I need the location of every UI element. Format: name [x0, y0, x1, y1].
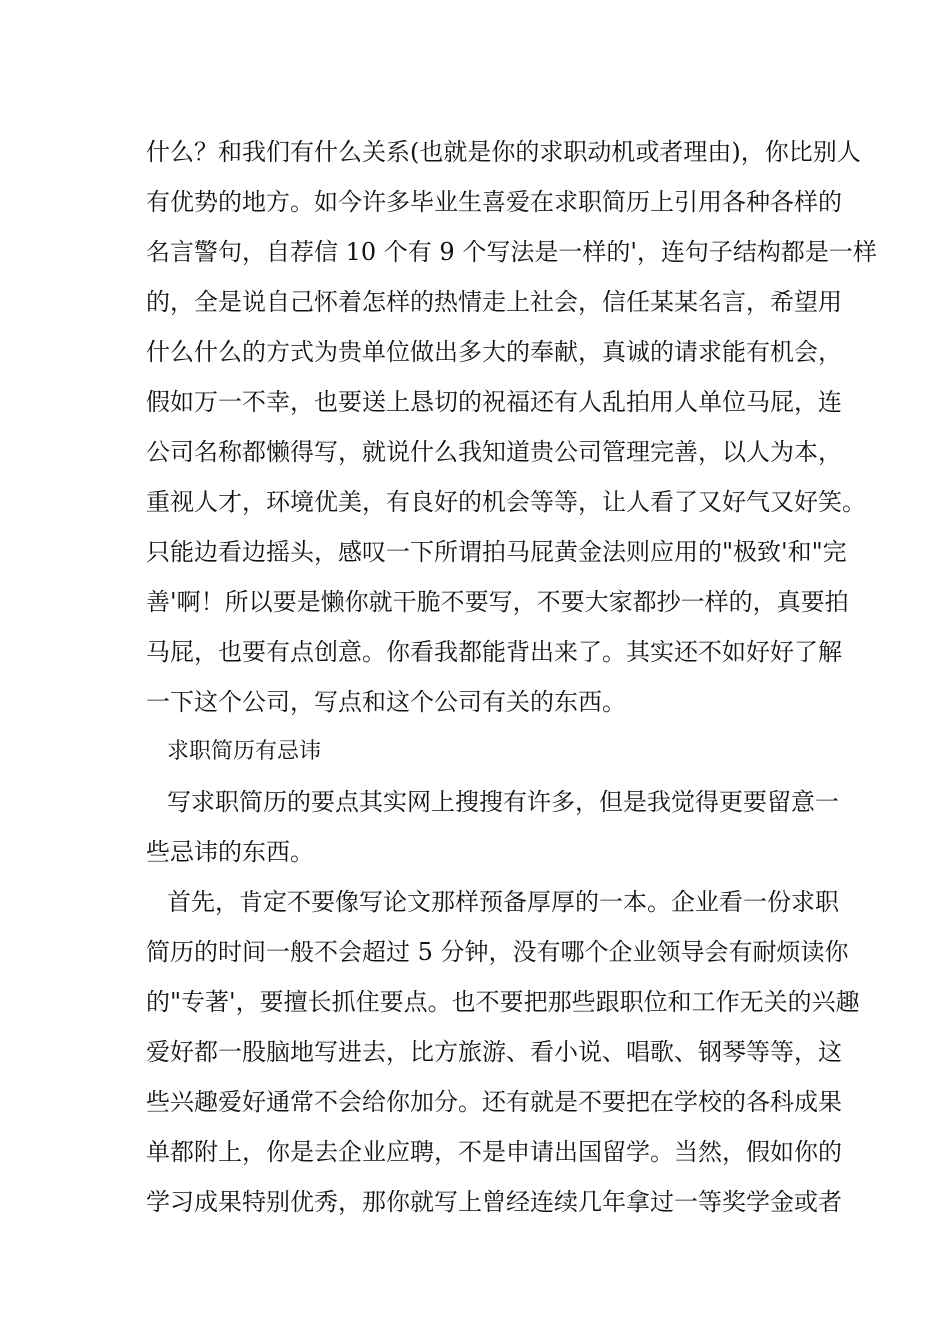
text-line: 学习成果特别优秀，那你就写上曾经连续几年拿过一等奖学金或者: [146, 1188, 842, 1216]
text-line: 有优势的地方。如今许多毕业生喜爱在求职简历上引用各种各样的: [146, 188, 842, 216]
paragraph-1: [146, 127, 877, 727]
text-line: 爱好都一股脑地写进去，比方旅游、看小说、唱歌、钢琴等等，这: [146, 1038, 842, 1066]
text-line: 名言警句，自荐信 10 个有 9 个写法是一样的'，连句子结构都是一样: [146, 238, 877, 266]
paragraph-2: [146, 777, 846, 877]
text-line: 些忌讳的东西。: [146, 838, 314, 866]
text-line: 公司名称都懒得写，就说什么我知道贵公司管理完善，以人为本，: [146, 438, 842, 466]
text-line: 马屁，也要有点创意。你看我都能背出来了。其实还不如好好了解: [146, 638, 842, 666]
text-line: 些兴趣爱好通常不会给你加分。还有就是不要把在学校的各科成果: [146, 1088, 842, 1116]
text-line: 假如万一不幸，也要送上恳切的祝福还有人乱拍用人单位马屁，连: [146, 388, 842, 416]
text-line: 只能边看边摇头，感叹一下所谓拍马屁黄金法则应用的"极致'和"完: [146, 538, 847, 566]
text-line: 的"专著'，要擅长抓住要点。也不要把那些跟职位和工作无关的兴趣: [146, 988, 860, 1016]
text-line: 的，全是说自己怀着怎样的热情走上社会，信任某某名言，希望用: [146, 288, 842, 316]
paragraph-3: [146, 877, 860, 1227]
section-heading: 求职简历有忌讳: [167, 739, 322, 764]
text-line: 单都附上，你是去企业应聘，不是申请出国留学。当然，假如你的: [146, 1138, 842, 1166]
text-line: 什么？和我们有什么关系(也就是你的求职动机或者理由)，你比别人: [146, 138, 861, 166]
text-line: 简历的时间一般不会超过 5 分钟，没有哪个企业领导会有耐烦读你: [146, 938, 849, 966]
text-line: 首先，肯定不要像写论文那样预备厚厚的一本。企业看一份求职: [167, 888, 839, 916]
text-line: 善'啊！所以要是懒你就干脆不要写，不要大家都抄一样的，真要拍: [146, 588, 849, 616]
text-line: 写求职简历的要点其实网上搜搜有许多，但是我觉得更要留意一: [167, 788, 839, 816]
text-line: 什么什么的方式为贵单位做出多大的奉献，真诚的请求能有机会，: [146, 338, 842, 366]
body-text: [146, 127, 877, 1227]
text-line: 重视人才，环境优美，有良好的机会等等，让人看了又好气又好笑。: [146, 488, 866, 516]
text-line: 一下这个公司，写点和这个公司有关的东西。: [146, 688, 626, 716]
